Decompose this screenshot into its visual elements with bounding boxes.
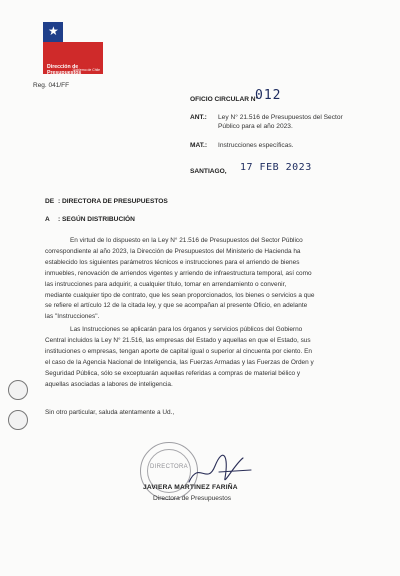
p2-line4: el caso de la Agencia Nacional de Inteligencia, las Fuerzas Armadas y las Fuerzas de Orden y [45,358,314,366]
logo-white-field [63,22,103,42]
p1-line3: establecido los siguientes parámetros técnicos e instrucciones para el arriendo de bienes [45,258,300,266]
seal-text: DIRECTORA [150,464,188,470]
p1-line1: En virtud de lo dispuesto en la Ley N° 21.516 de Presupuestos del Sector Público [70,237,303,244]
margin-stamp-icon [8,380,28,400]
ant-label: ANT.: [190,114,207,121]
closing-line: Sin otro particular, saluda atentamente a Ud., [45,409,175,416]
p1-line4: inmuebles, renovación de arriendos vigentes y arriendo de infraestructura temporal, así como [45,269,312,277]
p2-line [45,325,357,336]
place-label: SANTIAGO, [190,168,227,175]
signer-name: JAVIERA MARTINEZ FARIÑA [143,484,238,491]
p1-line8: las "Instrucciones". [45,313,100,321]
p1-line7: se refiere el artículo 12 de la citada ley, y que se acompañan al presente Oficio, en adelante [45,302,308,310]
p2-line1: Las Instrucciones se aplicarán para los órganos y servicios públicos del Gobierno [70,326,303,333]
ant-line2: Público para el año 2023. [218,123,293,130]
date-stamp: 17 FEB 2023 [240,162,312,173]
a-label: A [45,216,50,223]
mat-label: MAT.: [190,142,208,149]
p1-line2: correspondiente al año 2023, la Dirección de Presupuestos del Ministerio de Hacienda ha [45,247,301,255]
p2-line5: Seguridad Pública, sólo se exceptuarán aquellas referidas a compras de material bélico y [45,369,301,377]
mat-text: Instrucciones específicas. [218,142,294,149]
p1-line [45,236,357,247]
a-text: : SEGÚN DISTRIBUCIÓN [58,216,135,223]
registration-number: Reg. 041/FF [33,82,70,89]
de-label: DE [45,198,55,205]
p2-line2: Central incluidos la Ley N° 21.516, las empresas del Estado y aquellas en que el Estado, sus [45,336,311,344]
logo-red-field [43,42,103,74]
margin-seal-icon [8,410,28,430]
logo-gov-line: Gobierno de Chile [72,68,100,72]
logo-org-line1: Dirección de [47,64,79,70]
star-icon: ★ [48,24,59,38]
oficio-label: OFICIO CIRCULAR N° [190,96,259,103]
body-paragraph-2 [45,325,357,390]
body-paragraph-1 [45,236,357,323]
ant-line1: Ley N° 21.516 de Presupuestos del Sector [218,114,343,121]
oficio-number: 012 [255,88,282,103]
p2-line6: aquellas asociadas a labores de inteligencia. [45,380,173,388]
p1-line5: las instrucciones para adquirir, a cualquier título, tomar en arrendamiento o convenir, [45,280,287,288]
dipres-logo [43,22,103,74]
p2-line3: instituciones o empresas, tengan aporte de capital igual o superior al cincuenta por ciento. En [45,347,312,355]
p1-line6: mediante cualquier tipo de contrato, que les sean proporcionados, los bienes o servicios a que [45,291,315,299]
logo-org-line2: Presupuestos [47,70,82,76]
de-text: : DIRECTORA DE PRESUPUESTOS [58,198,168,205]
signer-role: Directora de Presupuestos [153,495,232,502]
